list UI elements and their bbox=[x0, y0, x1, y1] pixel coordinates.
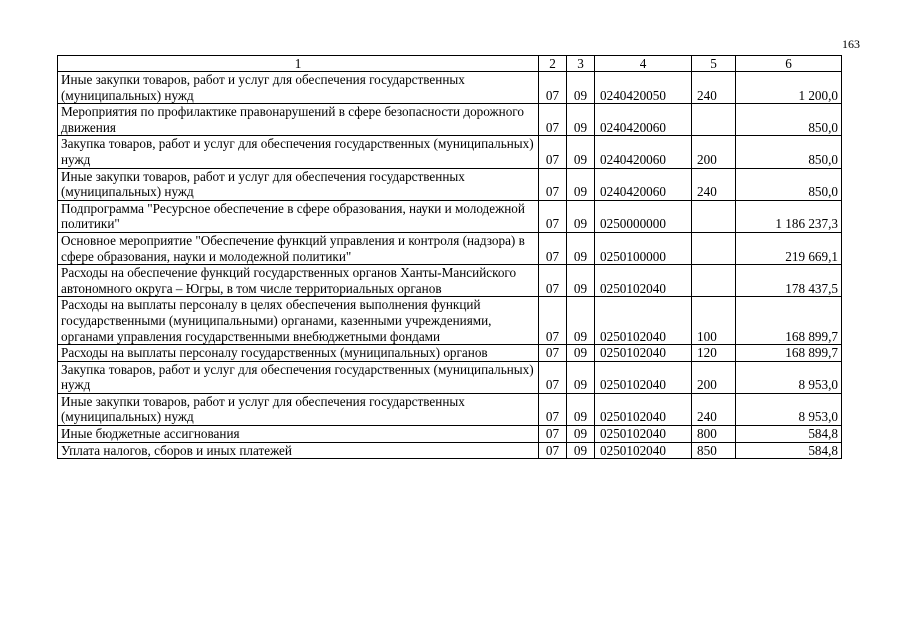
row-amount: 219 669,1 bbox=[736, 232, 842, 264]
row-amount: 584,8 bbox=[736, 426, 842, 443]
row-name: Расходы на выплаты персоналу государственных (муниципальных) органов bbox=[58, 345, 539, 362]
row-target-code: 0250000000 bbox=[595, 200, 692, 232]
row-target-code: 0250102040 bbox=[595, 361, 692, 393]
row-amount: 584,8 bbox=[736, 442, 842, 459]
row-section: 07 bbox=[539, 168, 567, 200]
row-amount: 178 437,5 bbox=[736, 265, 842, 297]
row-name: Закупка товаров, работ и услуг для обеспечения государственных (муниципальных) нужд bbox=[58, 136, 539, 168]
table-row bbox=[58, 361, 842, 393]
row-target-code: 0250102040 bbox=[595, 393, 692, 425]
row-name: Закупка товаров, работ и услуг для обеспечения государственных (муниципальных) нужд bbox=[58, 361, 539, 393]
row-target-code: 0240420060 bbox=[595, 136, 692, 168]
row-expense-type: 240 bbox=[692, 72, 736, 104]
row-subsection: 09 bbox=[567, 136, 595, 168]
row-name: Расходы на обеспечение функций государственных органов Ханты-Мансийского автономного округа – Югры, в том числе территориальных органов bbox=[58, 265, 539, 297]
row-target-code: 0250102040 bbox=[595, 345, 692, 362]
row-expense-type: 240 bbox=[692, 393, 736, 425]
row-subsection: 09 bbox=[567, 393, 595, 425]
row-section: 07 bbox=[539, 393, 567, 425]
row-subsection: 09 bbox=[567, 104, 595, 136]
row-section: 07 bbox=[539, 200, 567, 232]
table-row bbox=[58, 104, 842, 136]
row-subsection: 09 bbox=[567, 297, 595, 345]
header-row bbox=[58, 56, 842, 72]
row-expense-type: 240 bbox=[692, 168, 736, 200]
row-target-code: 0250100000 bbox=[595, 232, 692, 264]
row-subsection: 09 bbox=[567, 168, 595, 200]
table-row bbox=[58, 72, 842, 104]
table-row bbox=[58, 265, 842, 297]
row-target-code: 0250102040 bbox=[595, 442, 692, 459]
table-row bbox=[58, 297, 842, 345]
header-col-4: 4 bbox=[595, 56, 692, 72]
row-section: 07 bbox=[539, 265, 567, 297]
table-row bbox=[58, 426, 842, 443]
row-name: Иные закупки товаров, работ и услуг для обеспечения государственных (муниципальных) нужд bbox=[58, 168, 539, 200]
row-name: Основное мероприятие "Обеспечение функций управления и контроля (надзора) в сфере образования, науки и молодежной политики" bbox=[58, 232, 539, 264]
row-amount: 850,0 bbox=[736, 168, 842, 200]
row-section: 07 bbox=[539, 136, 567, 168]
row-name: Иные бюджетные ассигнования bbox=[58, 426, 539, 443]
table-row bbox=[58, 393, 842, 425]
row-name: Расходы на выплаты персоналу в целях обеспечения выполнения функций государственными (муниципальными) органами, казенными учреждениями, органами управления государственными внебюджетными фондами bbox=[58, 297, 539, 345]
header-col-6: 6 bbox=[736, 56, 842, 72]
row-subsection: 09 bbox=[567, 426, 595, 443]
row-target-code: 0240420060 bbox=[595, 168, 692, 200]
row-expense-type bbox=[692, 200, 736, 232]
row-expense-type: 100 bbox=[692, 297, 736, 345]
table-row bbox=[58, 200, 842, 232]
row-name: Уплата налогов, сборов и иных платежей bbox=[58, 442, 539, 459]
row-subsection: 09 bbox=[567, 361, 595, 393]
row-section: 07 bbox=[539, 426, 567, 443]
budget-table bbox=[57, 55, 842, 459]
row-expense-type bbox=[692, 104, 736, 136]
row-expense-type: 800 bbox=[692, 426, 736, 443]
row-subsection: 09 bbox=[567, 72, 595, 104]
row-section: 07 bbox=[539, 232, 567, 264]
row-name: Подпрограмма "Ресурсное обеспечение в сфере образования, науки и молодежной политики" bbox=[58, 200, 539, 232]
row-amount: 8 953,0 bbox=[736, 361, 842, 393]
row-expense-type: 200 bbox=[692, 136, 736, 168]
row-target-code: 0240420050 bbox=[595, 72, 692, 104]
row-target-code: 0240420060 bbox=[595, 104, 692, 136]
row-expense-type bbox=[692, 232, 736, 264]
row-amount: 168 899,7 bbox=[736, 345, 842, 362]
row-name: Иные закупки товаров, работ и услуг для обеспечения государственных (муниципальных) нужд bbox=[58, 393, 539, 425]
table-row bbox=[58, 168, 842, 200]
row-amount: 168 899,7 bbox=[736, 297, 842, 345]
row-subsection: 09 bbox=[567, 232, 595, 264]
row-expense-type: 200 bbox=[692, 361, 736, 393]
row-expense-type: 120 bbox=[692, 345, 736, 362]
row-amount: 8 953,0 bbox=[736, 393, 842, 425]
row-subsection: 09 bbox=[567, 345, 595, 362]
row-section: 07 bbox=[539, 72, 567, 104]
header-col-3: 3 bbox=[567, 56, 595, 72]
row-amount: 1 200,0 bbox=[736, 72, 842, 104]
table-row bbox=[58, 442, 842, 459]
table-row bbox=[58, 232, 842, 264]
row-target-code: 0250102040 bbox=[595, 297, 692, 345]
table-row bbox=[58, 345, 842, 362]
row-target-code: 0250102040 bbox=[595, 426, 692, 443]
header-col-5: 5 bbox=[692, 56, 736, 72]
row-section: 07 bbox=[539, 442, 567, 459]
row-amount: 850,0 bbox=[736, 136, 842, 168]
row-name: Мероприятия по профилактике правонарушений в сфере безопасности дорожного движения bbox=[58, 104, 539, 136]
row-amount: 1 186 237,3 bbox=[736, 200, 842, 232]
table-row bbox=[58, 136, 842, 168]
row-name: Иные закупки товаров, работ и услуг для обеспечения государственных (муниципальных) нужд bbox=[58, 72, 539, 104]
header-col-2: 2 bbox=[539, 56, 567, 72]
row-section: 07 bbox=[539, 345, 567, 362]
row-section: 07 bbox=[539, 104, 567, 136]
row-section: 07 bbox=[539, 361, 567, 393]
row-subsection: 09 bbox=[567, 442, 595, 459]
row-expense-type: 850 bbox=[692, 442, 736, 459]
row-target-code: 0250102040 bbox=[595, 265, 692, 297]
row-subsection: 09 bbox=[567, 265, 595, 297]
header-col-1: 1 bbox=[58, 56, 539, 72]
row-subsection: 09 bbox=[567, 200, 595, 232]
row-amount: 850,0 bbox=[736, 104, 842, 136]
page-number: 163 bbox=[842, 37, 860, 51]
row-expense-type bbox=[692, 265, 736, 297]
row-section: 07 bbox=[539, 297, 567, 345]
